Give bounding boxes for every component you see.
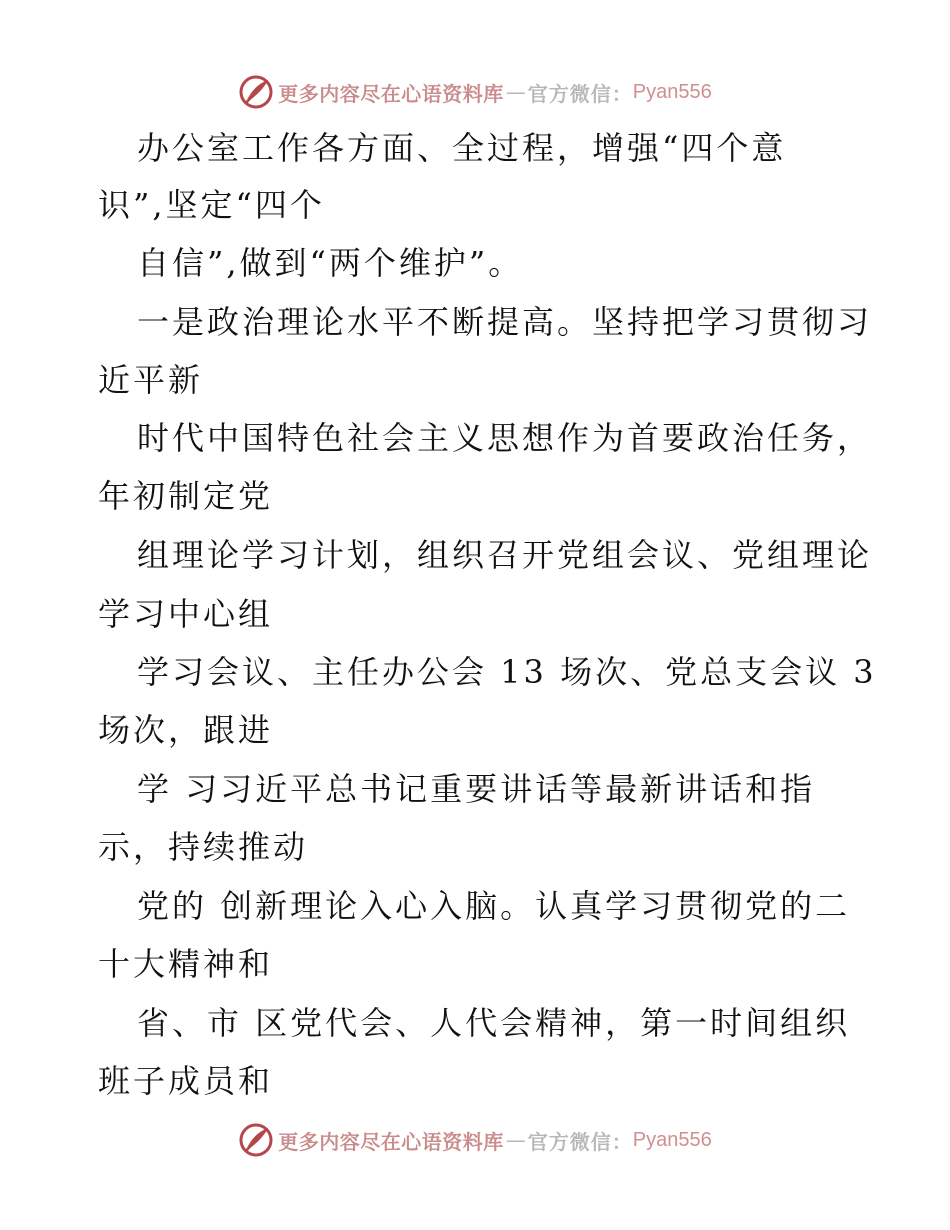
text-line: 近平新 [98,361,204,399]
text-line: 一是政治理论水平不断提高。坚持把学习贯彻习 [137,303,873,341]
account-label: 官方微信： [527,81,633,106]
text-line: 组理论学习计划，组织召开党组会议、党组理论 [137,536,873,574]
text-line: 办公室工作各方面、全过程，增强“四个意 [137,129,787,167]
watermark-banner-bottom [0,1120,950,1160]
site-name: 更多内容尽在心语资料库 [278,1129,504,1154]
text-line: 时代中国特色社会主义思想作为首要政治任务， [137,419,873,457]
text-line: 示，持续推动 [98,828,309,866]
account-id: Pyan556 [632,1128,712,1151]
banner-dash: — [505,80,526,104]
text-line: 年初制定党 [98,477,274,515]
site-name: 更多内容尽在心语资料库 [278,81,504,106]
text-line: 场次，跟进 [98,711,274,749]
text-line: 十大精神和 [98,945,274,983]
account-label: 官方微信： [527,1129,633,1154]
text-line: 识”,坚定“四个 [98,186,325,224]
text-line: 学 习习近平总书记重要讲话等最新讲话和指 [137,770,816,808]
text-line: 省、市 区党代会、人代会精神，第一时间组织 [137,1004,851,1042]
quill-logo-icon [238,1122,274,1158]
banner-dash: — [505,1128,526,1152]
text-line: 党的 创新理论入心入脑。认真学习贯彻党的二 [137,887,851,925]
text-line: 班子成员和 [98,1062,274,1100]
text-line: 自信”,做到“两个维护”。 [137,244,524,282]
account-id: Pyan556 [632,80,712,103]
text-line: 学习中心组 [98,595,274,633]
text-line: 学习会议、主任办公会 13 场次、党总支会议 3 [137,653,877,691]
